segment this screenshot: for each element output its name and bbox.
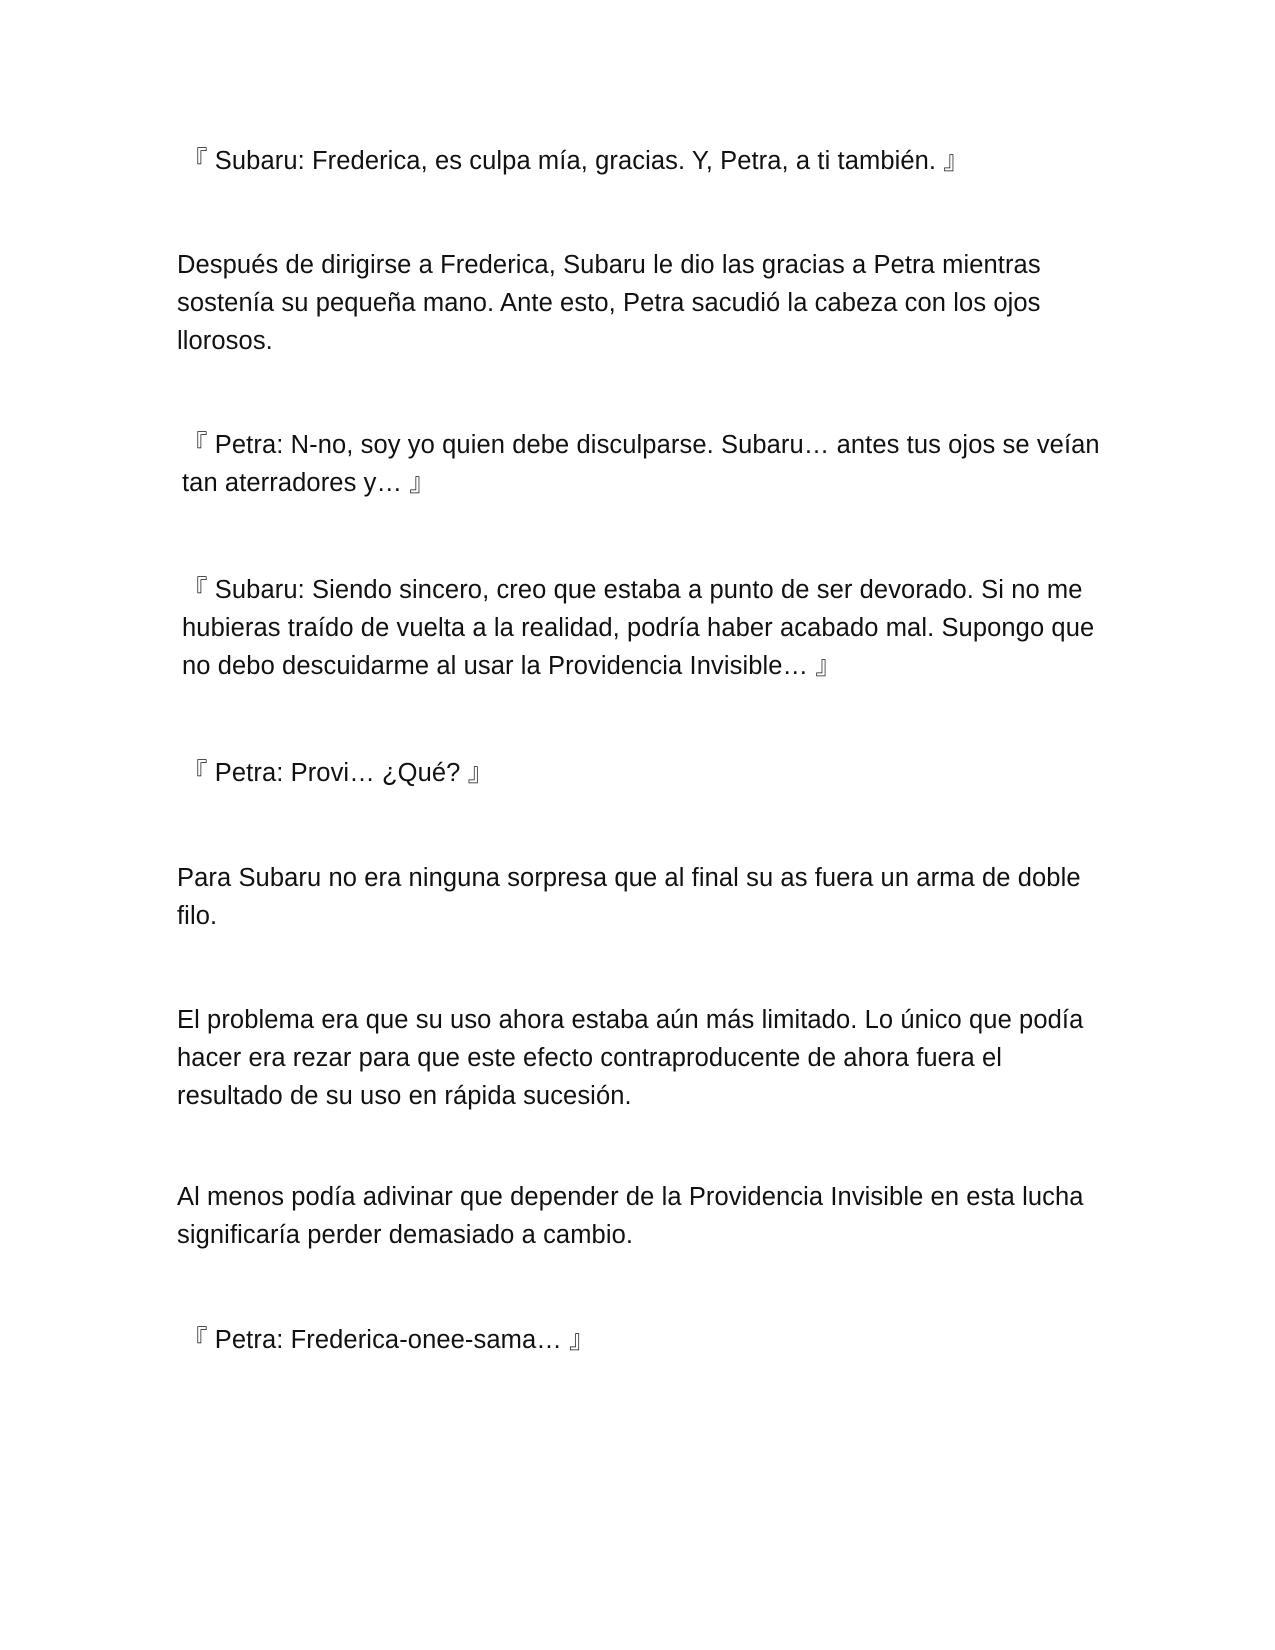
narration-paragraph-3: El problema era que su uso ahora estaba aún más limitado. Lo único que podía hacer era rezar para que este efecto contraproducente de ahora fuera el resultado de su uso en rápida sucesión. bbox=[177, 1006, 1084, 1110]
dialogue-petra-onee-sama: 『 Petra: Frederica-onee-sama… 』 bbox=[182, 1326, 595, 1354]
narration-paragraph-2: Para Subaru no era ninguna sorpresa que al final su as fuera un arma de doble filo. bbox=[177, 864, 1081, 930]
dialogue-petra-apology: 『 Petra: N-no, soy yo quien debe disculparse. Subaru… antes tus ojos se veían tan aterradores y… 』 bbox=[182, 431, 1100, 497]
narration-paragraph-1: Después de dirigirse a Frederica, Subaru le dio las gracias a Petra mientras sostenía su pequeña mano. Ante esto, Petra sacudió la cabeza con los ojos llorosos. bbox=[177, 251, 1041, 355]
narration-paragraph-4: Al menos podía adivinar que depender de la Providencia Invisible en esta lucha significaría perder demasiado a cambio. bbox=[177, 1183, 1084, 1249]
dialogue-petra-question: 『 Petra: Provi… ¿Qué? 』 bbox=[182, 759, 494, 787]
dialogue-subaru-devoured: 『 Subaru: Siendo sincero, creo que estaba a punto de ser devorado. Si no me hubieras traído de vuelta a la realidad, podría haber acabado mal. Supongo que no debo descuidarme al usar la Providencia Invisible… 』 bbox=[182, 576, 1095, 680]
dialogue-subaru-thanks: 『 Subaru: Frederica, es culpa mía, gracias. Y, Petra, a ti también. 』 bbox=[182, 147, 969, 175]
